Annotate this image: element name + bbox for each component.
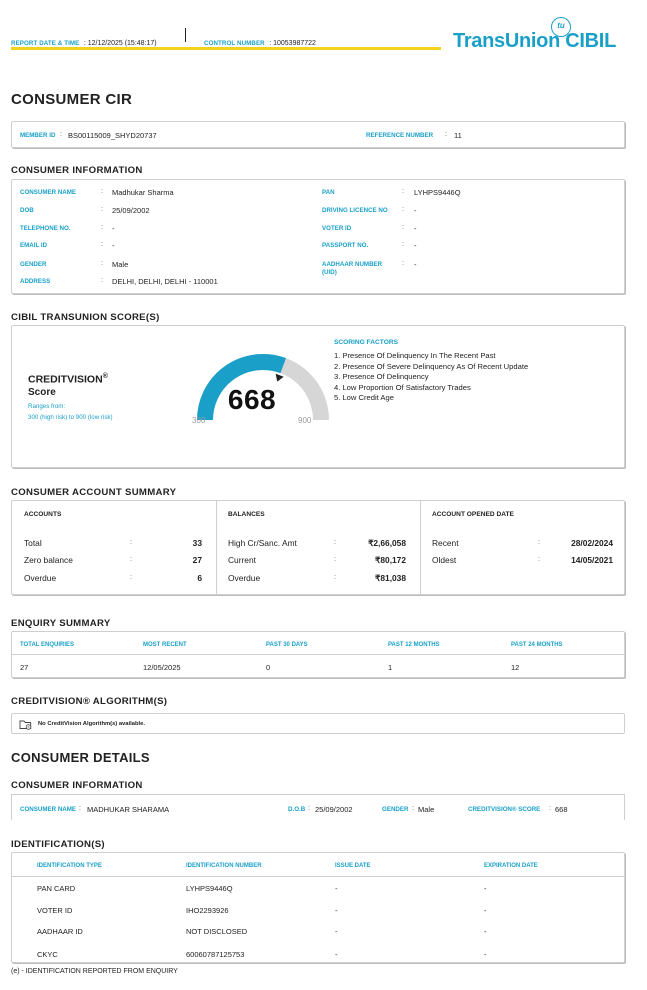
identification-footnote: (e) - IDENTIFICATION REPORTED FROM ENQUIRY (11, 968, 178, 975)
opened-oldest-value: 14/05/2021 (571, 555, 613, 565)
id-row-expiry: - (484, 950, 487, 959)
accounts-zero-value: 27 (192, 555, 202, 565)
id-row-expiry: - (484, 906, 487, 915)
enquiry-summary-title: ENQUIRY SUMMARY (11, 618, 111, 629)
transunion-cibil-logo: TransUnion CIBIL (453, 30, 616, 52)
accounts-total-value: 33 (192, 538, 202, 548)
details-dob-value: 25/09/2002 (315, 805, 353, 814)
details-score-value: 668 (555, 805, 568, 814)
accounts-overdue-label: Overdue (24, 573, 57, 583)
id-header-expiry: EXPIRATION DATE (484, 863, 538, 869)
enquiry-header-12m: PAST 12 MONTHS (388, 642, 440, 648)
scoring-factor: 5. Low Credit Age (334, 393, 394, 402)
aadhaar-label: AADHAAR NUMBER (UID) (322, 261, 383, 276)
accounts-head: ACCOUNTS (24, 511, 62, 518)
id-row-type: CKYC (37, 950, 58, 959)
range-text: 300 (high risk) to 900 (low risk) (28, 414, 113, 421)
consumer-information-box: CONSUMER NAME : Madhukar Sharma DOB : 25/09/2002 TELEPHONE NO. : - EMAIL ID : - GENDER : Male ADDRESS : DELHI, DELHI, DELHI - 110001 PAN : LYHPS9446Q DRIVING LICENCE NO : - VOTER ID : - PASSPORT NO. : - AADHAAR NUMBER (UID) : - (11, 179, 625, 294)
scoring-factors-list (334, 351, 528, 404)
driving-licence-label: DRIVING LICENCE NO (322, 207, 388, 214)
column-divider (420, 501, 421, 594)
accounts-total-label: Total (24, 538, 42, 548)
id-row-issue: - (335, 950, 338, 959)
id-row-expiry: - (484, 927, 487, 936)
score-max: 900 (298, 416, 312, 425)
account-summary-title: CONSUMER ACCOUNT SUMMARY (11, 487, 177, 498)
column-divider (216, 501, 217, 594)
enquiry-total-value: 27 (20, 663, 29, 672)
pan-value: LYHPS9446Q (414, 188, 461, 197)
email-label: EMAIL ID (20, 242, 48, 249)
identification-title: IDENTIFICATION(S) (11, 839, 105, 850)
algorithm-title: CREDITVISION® ALGORITHM(S) (11, 696, 168, 707)
enquiry-12m-value: 1 (388, 663, 393, 672)
id-row-type: VOTER ID (37, 906, 73, 915)
member-id-value: BS00115009_SHYD20737 (68, 131, 157, 140)
balances-high-label: High Cr/Sanc. Amt (228, 538, 297, 548)
report-date-value: : 12/12/2025 (15:48:17) (83, 40, 157, 47)
id-row-number: LYHPS9446Q (186, 884, 233, 893)
row-divider (12, 876, 624, 877)
telephone-value: - (112, 224, 115, 233)
member-box: MEMBER ID : BS00115009_SHYD20737 REFERENCE NUMBER : 11 (11, 121, 625, 148)
scoring-factor: 2. Presence Of Severe Delinquency As Of Recent Update (334, 361, 529, 371)
enquiry-recent-value: 12/05/2025 (143, 663, 181, 672)
opened-date-head: ACCOUNT OPENED DATE (432, 511, 514, 518)
algorithm-message: No CreditVision Algorithm(s) available. (38, 721, 145, 727)
id-row-issue: - (335, 927, 338, 936)
gender-value: Male (112, 260, 129, 269)
creditvision-product-sub: Score (28, 387, 56, 398)
opened-oldest-label: Oldest (432, 555, 457, 565)
opened-recent-label: Recent (432, 538, 459, 548)
scoring-factors-title: SCORING FACTORS (334, 339, 398, 346)
consumer-details-title: CONSUMER DETAILS (11, 750, 150, 765)
passport-label: PASSPORT NO. (322, 242, 369, 249)
score-min: 300 (192, 416, 206, 425)
id-row-issue: - (335, 906, 338, 915)
aadhaar-value: - (414, 260, 417, 269)
id-header-issue: ISSUE DATE (335, 863, 371, 869)
scoring-factor: 3. Presence Of Delinquency (334, 372, 429, 381)
consumer-details-subtitle: CONSUMER INFORMATION (11, 780, 143, 791)
details-gender-value: Male (418, 805, 435, 814)
reference-number-label: REFERENCE NUMBER (366, 132, 434, 139)
member-id-label: MEMBER ID (20, 132, 56, 139)
creditvision-product (28, 373, 108, 386)
balances-overdue-value: ₹81,038 (375, 573, 406, 583)
report-date-label: REPORT DATE & TIME (11, 40, 80, 47)
address-label: ADDRESS (20, 278, 51, 285)
address-value: DELHI, DELHI, DELHI - 110001 (112, 277, 218, 286)
driving-licence-value: - (414, 206, 417, 215)
tu-logo-badge: tu (551, 17, 571, 37)
passport-value: - (414, 241, 417, 250)
enquiry-header-30d: PAST 30 DAYS (266, 642, 308, 648)
account-summary-box: ACCOUNTS Total : 33 Zero balance : 27 Overdue : 6 BALANCES High Cr/Sanc. Amt : ₹2,66,058 Current : ₹80,172 Overdue : ₹81,038 ACCOUNT OPENED DATE Recent : 28/02/2024 Oldest : 14/05/2021 (11, 500, 625, 595)
email-value: - (112, 241, 115, 250)
page-title: CONSUMER CIR (11, 91, 133, 108)
enquiry-30d-value: 0 (266, 663, 271, 672)
enquiry-summary-box (11, 631, 625, 678)
gender-label: GENDER (20, 261, 47, 268)
score-value: 668 (227, 384, 277, 415)
accounts-overdue-value: 6 (197, 573, 202, 583)
details-name-label: CONSUMER NAME (20, 806, 77, 813)
balances-head: BALANCES (228, 511, 265, 518)
voter-id-label: VOTER ID (322, 225, 352, 232)
details-score-label: CREDITVISION® SCORE (468, 806, 541, 813)
id-row-issue: - (335, 884, 338, 893)
algorithm-box (11, 713, 625, 734)
score-box (11, 325, 625, 468)
control-number-value: : 10053987722 (269, 40, 316, 47)
pan-label: PAN (322, 189, 335, 196)
details-dob-label: D.O.B (288, 806, 306, 813)
id-row-type: PAN CARD (37, 884, 76, 893)
accounts-zero-label: Zero balance (24, 555, 73, 565)
range-label: Ranges from: (28, 403, 66, 410)
folder-icon (19, 719, 32, 730)
consumer-name-value: Madhukar Sharma (112, 188, 174, 197)
consumer-information-title: CONSUMER INFORMATION (11, 165, 143, 176)
voter-id-value: - (414, 224, 417, 233)
balances-high-value: ₹2,66,058 (368, 538, 406, 548)
details-name-value: MADHUKAR SHARAMA (87, 805, 170, 814)
id-row-expiry: - (484, 884, 487, 893)
id-row-type: AADHAAR ID (37, 927, 83, 936)
balances-overdue-label: Overdue (228, 573, 261, 583)
id-header-number: IDENTIFICATION NUMBER (186, 863, 262, 869)
gauge-pointer (276, 374, 284, 382)
registered-mark: ® (102, 373, 108, 380)
id-row-number: IHO2293926 (186, 906, 229, 915)
header-separator (185, 28, 186, 42)
score-section-title: CIBIL TRANSUNION SCORE(S) (11, 312, 160, 323)
id-row-number: 60060787125753 (186, 950, 245, 959)
telephone-label: TELEPHONE NO. (20, 225, 71, 232)
identification-box (11, 852, 625, 963)
balances-current-value: ₹80,172 (375, 555, 406, 565)
id-row-number: NOT DISCLOSED (186, 927, 248, 936)
enquiry-header-total: TOTAL ENQUIRIES (20, 642, 75, 648)
details-gender-label: GENDER (382, 806, 409, 813)
balances-current-label: Current (228, 555, 256, 565)
consumer-name-label: CONSUMER NAME (20, 189, 77, 196)
header-underline (11, 47, 441, 50)
enquiry-header-24m: PAST 24 MONTHS (511, 642, 563, 648)
scoring-factor: 1. Presence Of Delinquency In The Recent Past (334, 351, 496, 360)
dob-label: DOB (20, 207, 34, 214)
scoring-factor: 4. Low Proportion Of Satisfactory Trades (334, 382, 471, 392)
control-number-label: CONTROL NUMBER (204, 40, 265, 47)
enquiry-24m-value: 12 (511, 663, 520, 672)
id-header-type: IDENTIFICATION TYPE (37, 863, 102, 869)
opened-recent-value: 28/02/2024 (571, 538, 613, 548)
reference-number-value: 11 (454, 131, 462, 140)
enquiry-header-recent: MOST RECENT (143, 642, 187, 648)
dob-value: 25/09/2002 (112, 206, 150, 215)
creditvision-product-name: CREDITVISION (28, 373, 103, 386)
consumer-details-box: CONSUMER NAME : MADHUKAR SHARAMA D.O.B : 25/09/2002 GENDER : Male CREDITVISION® SCORE : 668 (11, 794, 625, 820)
row-divider (12, 654, 624, 655)
